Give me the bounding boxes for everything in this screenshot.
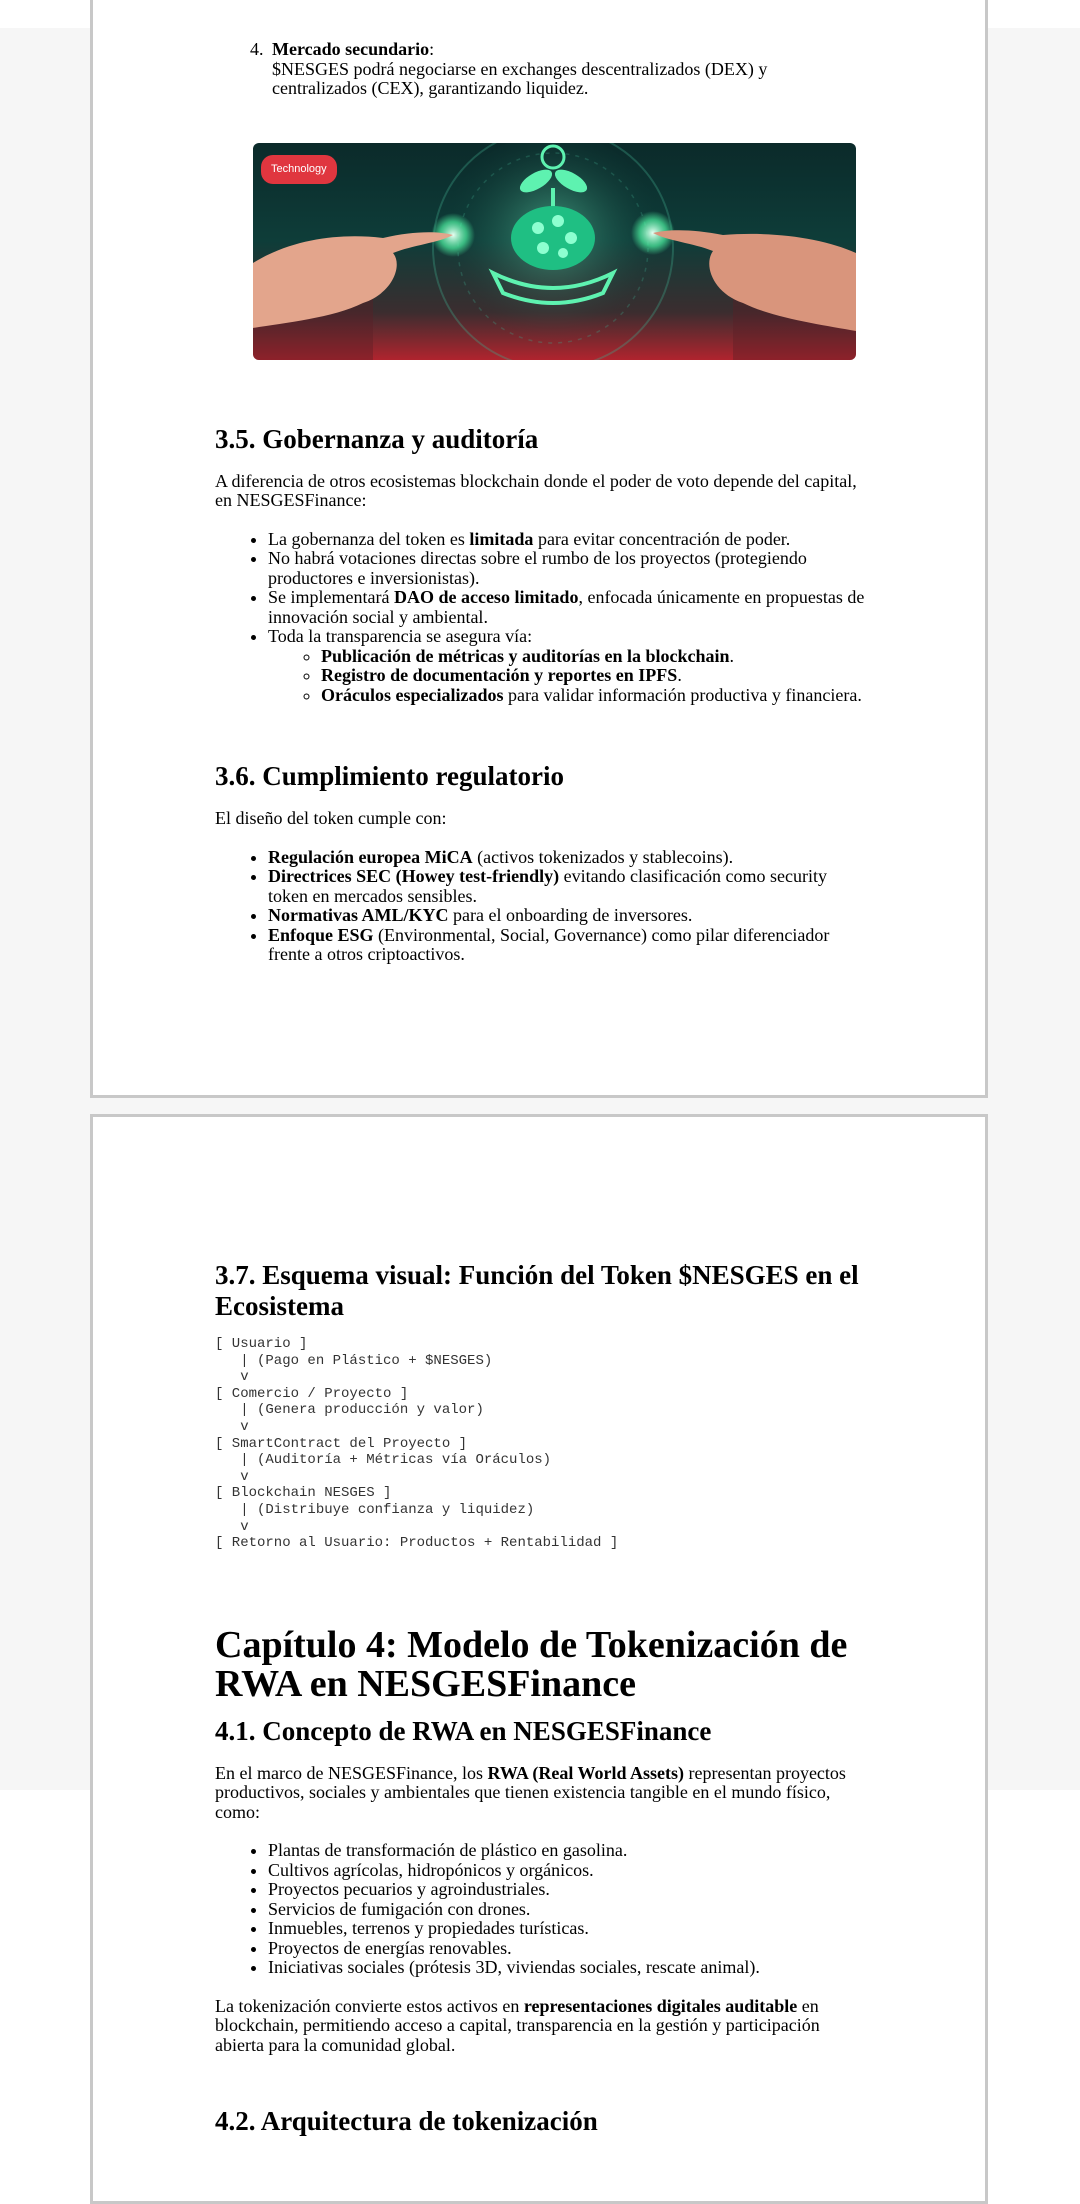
- list-item: [268, 848, 865, 868]
- bold-text: DAO de acceso limitado: [393, 587, 579, 607]
- item-body: $NESGES podrá negociarse en exchanges descentralizados (DEX) y centralizados (CEX), garantizando liquidez.: [272, 58, 768, 98]
- bold-text: Regulación europea MiCA: [268, 846, 473, 867]
- section-4-1-intro: [215, 1764, 865, 1823]
- text: .: [729, 645, 735, 666]
- text: Toda la transparencia se asegura vía:: [268, 626, 533, 646]
- bold-text: Registro de documentación y reportes en IPFS: [321, 665, 678, 685]
- sublist-item: [321, 666, 865, 686]
- transparency-sublist: [268, 647, 865, 706]
- text: para evitar concentración de poder.: [533, 528, 791, 549]
- sublist-item: [321, 647, 865, 667]
- bold-text: Normativas AML/KYC: [268, 905, 449, 925]
- text: La gobernanza del token es: [268, 528, 470, 549]
- document-page-2: [90, 1114, 988, 2204]
- text: En el marco de NESGESFinance, los: [215, 1762, 488, 1783]
- page-1-content: [215, 40, 865, 965]
- list-item: • Servicios de fumigación con drones.: [268, 1900, 865, 1920]
- bold-text: Publicación de métricas y auditorías en la blockchain: [321, 645, 730, 666]
- list-item: [268, 588, 865, 627]
- text: para el onboarding de inversores.: [448, 905, 693, 925]
- list-item: [268, 926, 865, 965]
- bold-text: limitada: [469, 528, 534, 549]
- text: (activos tokenizados y stablecoins).: [472, 846, 734, 867]
- text: evitando clasificación como security token en mercados sensibles.: [268, 866, 827, 906]
- bold-text: representaciones digitales auditable: [523, 1995, 798, 2016]
- item-colon: :: [429, 39, 435, 59]
- text: Se implementará: [268, 587, 394, 607]
- text: (Environmental, Social, Governance) como pilar diferenciador frente a otros criptoactivos.: [268, 924, 830, 964]
- list-item: [268, 867, 865, 906]
- list-item: [268, 906, 865, 926]
- hands-tree-illustration: [253, 143, 856, 360]
- document-page-1: [90, 0, 988, 1098]
- ecosystem-diagram: [ Usuario ] | (Pago en Plástico + $NESGES) v [ Comercio / Proyecto ] | (Genera producción y valor) v [ SmartContract del Proyecto ] | (Auditoría + Métricas vía Oráculos) v [ Blockchain NESGES ] | (Distribuye confianza y liquidez) v [ Retorno al Usuario: Productos + Rentabilidad ]: [215, 1336, 619, 1552]
- list-item: • Iniciativas sociales (prótesis 3D, viviendas sociales, rescate animal).: [268, 1958, 865, 1978]
- bold-text: Oráculos especializados: [321, 684, 504, 705]
- section-3-5-heading: 3.5. Gobernanza y auditoría: [215, 423, 539, 454]
- regulatory-list: [215, 848, 865, 965]
- list-item: • Cultivos agrícolas, hidropónicos y orgánicos.: [268, 1861, 865, 1881]
- technology-image: [253, 143, 856, 360]
- section-4-1-outro: [215, 1997, 865, 2056]
- text: para validar información productiva y financiera.: [503, 684, 862, 705]
- section-3-5-intro: A diferencia de otros ecosistemas blockchain donde el poder de voto depende del capital, en NESGESFinance:: [215, 470, 857, 510]
- section-4-2-heading: 4.2. Arquitectura de tokenización: [215, 2106, 598, 2137]
- section-3-6-heading: 3.6. Cumplimiento regulatorio: [215, 761, 564, 791]
- chapter-4-title: Capítulo 4: Modelo de Tokenización de RWA en NESGESFinance: [215, 1623, 848, 1705]
- list-item-secondary-market: [268, 40, 865, 99]
- list-item: [268, 530, 865, 550]
- page-2-content: [215, 1260, 865, 2137]
- bold-text: Enfoque ESG: [268, 924, 374, 945]
- bold-text: Directrices SEC (Howey test-friendly): [268, 866, 560, 886]
- text: en blockchain, permitiendo acceso a capital, transparencia en la gestión y participación abierta para la comunidad global.: [215, 1995, 820, 2055]
- rwa-list: [215, 1841, 865, 1978]
- text: .: [677, 665, 682, 685]
- section-4-1-heading: 4.1. Concepto de RWA en NESGESFinance: [215, 1715, 712, 1746]
- section-3-6-intro: El diseño del token cumple con:: [215, 808, 447, 828]
- list-item: • Plantas de transformación de plástico en gasolina.: [268, 1841, 865, 1861]
- list-item: • Proyectos pecuarios y agroindustriales.: [268, 1880, 865, 1900]
- list-item: [268, 627, 865, 705]
- text: No habrá votaciones directas sobre el rumbo de los proyectos (protegiendo productores e inversionistas).: [268, 548, 807, 588]
- list-item: • Proyectos de energías renovables.: [268, 1939, 865, 1959]
- list-item: [268, 549, 865, 588]
- text: representan proyectos productivos, sociales y ambientales que tienen existencia tangible en el mundo físico, como:: [215, 1762, 846, 1822]
- text: , enfocada únicamente en propuestas de innovación social y ambiental.: [268, 587, 865, 627]
- category-badge[interactable]: Technology: [261, 155, 337, 185]
- governance-list: [215, 530, 865, 706]
- list-item: • Inmuebles, terrenos y propiedades turísticas.: [268, 1919, 865, 1939]
- numbered-list: [215, 40, 865, 99]
- item-title: Mercado secundario: [272, 39, 430, 59]
- text: La tokenización convierte estos activos en: [215, 1995, 524, 2016]
- section-3-7-heading: 3.7. Esquema visual: Función del Token $NESGES en el Ecosistema: [215, 1260, 859, 1321]
- bold-text: RWA (Real World Assets): [487, 1762, 684, 1783]
- sublist-item: [321, 686, 865, 706]
